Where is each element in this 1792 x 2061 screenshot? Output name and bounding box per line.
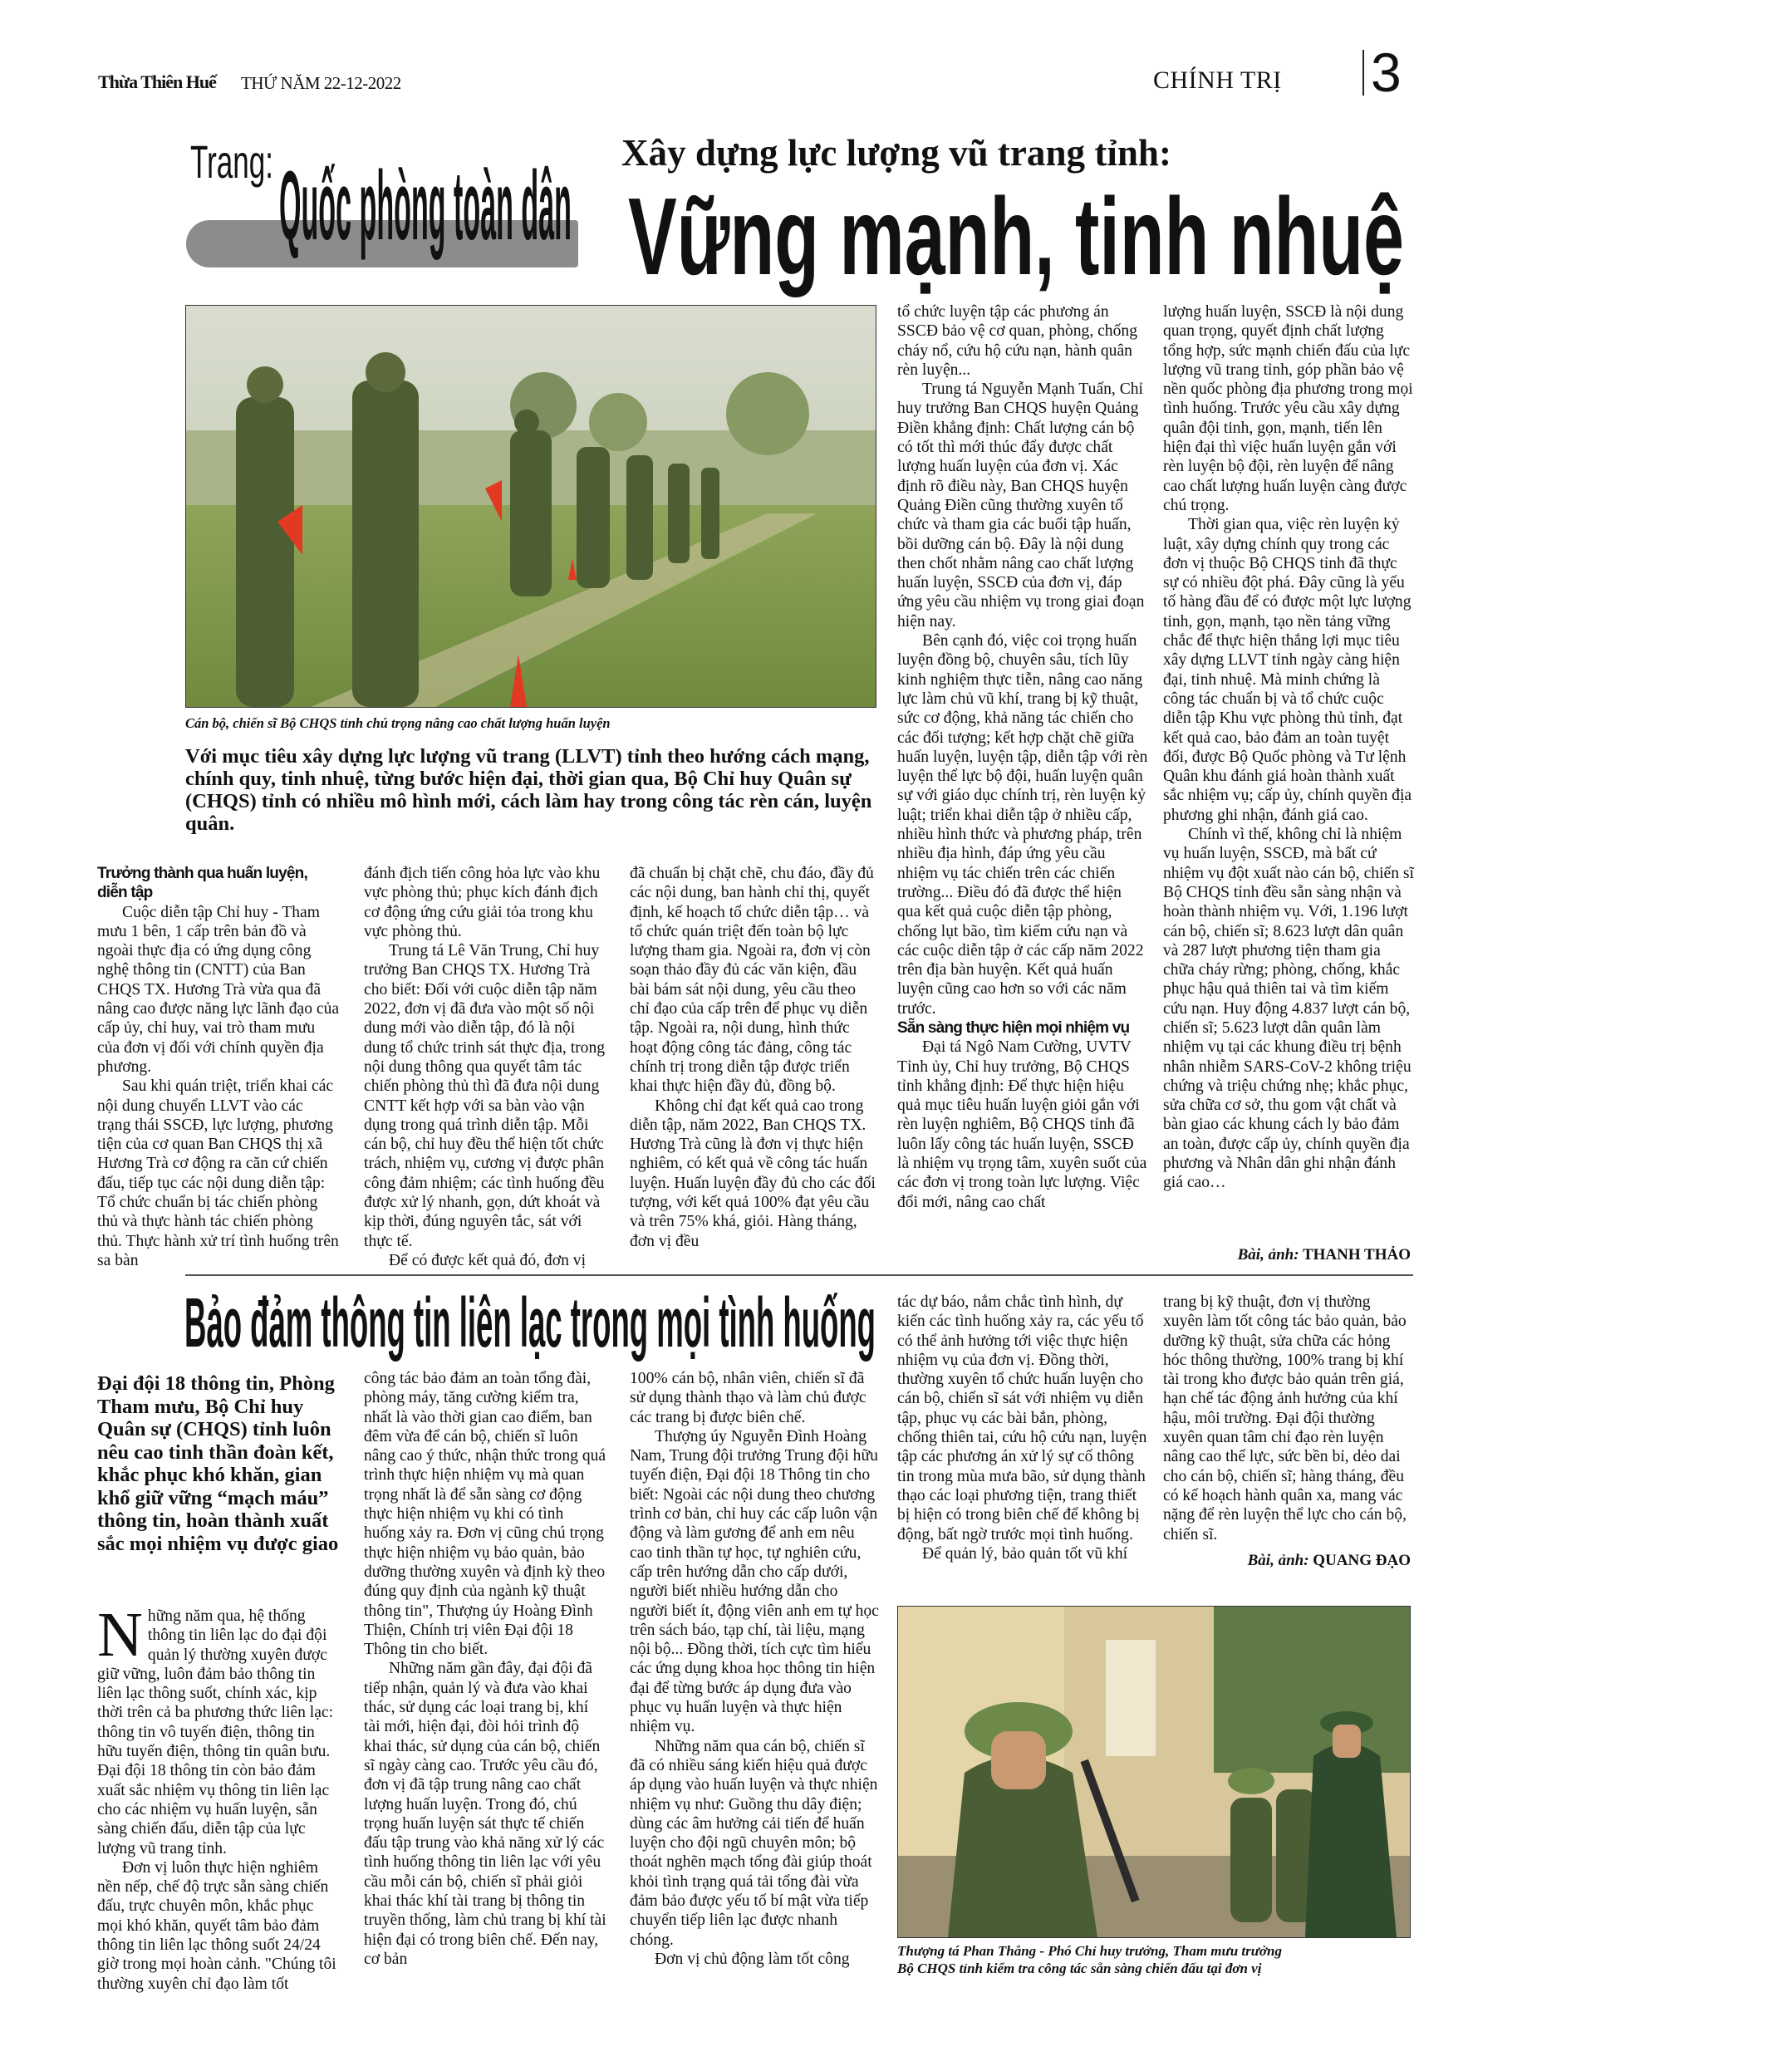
body-paragraph: Để có được kết quả đó, đơn vị bbox=[389, 1251, 587, 1269]
byline-label: Bài, ảnh: bbox=[1237, 1246, 1299, 1264]
body-paragraph: Chính vì thế, không chỉ là nhiệm vụ huấn luyện, SSCĐ, mà bất cứ nhiệm vụ đột xuất nào cán bộ, chiến sĩ Bộ CHQS tỉnh đều sẵn sàng nhận và hoàn thành nhiệm vụ. Với, 1.196 lượt cán bộ, chiến sĩ; 8.623 lượt dân quân và 287 lượt phương tiện tham gia chữa cháy rừng; phòng, chống, khắc phục hậu quả thiên tai và tìm kiếm cứu nạn. Huy động 4.837 lượt cán bộ, chiến sĩ; 5.623 lượt dân quân làm nhiệm vụ tại các khung điều trị bệnh nhân nhiễm SARS-CoV-2 không triệu chứng và triệu chứng nhẹ; khắc phục, sửa chữa cơ sở, thu gom vật chất và bàn giao các khung cách ly bảo đảm an toàn, được cấp ủy, chính quyền địa phương và Nhân dân ghi nhận đánh giá cao… bbox=[1163, 826, 1415, 1192]
article2-column-3 bbox=[630, 1369, 879, 1969]
subheading: Sẵn sàng thực hiện mọi nhiệm vụ bbox=[897, 1018, 1130, 1037]
article1-column-2 bbox=[364, 864, 606, 1270]
byline-author: QUANG ĐẠO bbox=[1313, 1552, 1411, 1569]
article2-photo bbox=[897, 1606, 1411, 1938]
body-paragraph: tổ chức luyện tập các phương án SSCĐ bảo vệ cơ quan, phòng, chống cháy nổ, cứu hộ cứu nạn, hành quân rèn luyện... bbox=[897, 303, 1137, 379]
article1-photo bbox=[185, 305, 876, 708]
paragraph-text: hững năm qua, hệ thống thông tin liên lạc do đại đội quản lý thường xuyên được giữ vững, luôn đảm bảo thông tin liên lạc thông suốt, chính xác, kịp thời trên cả ba phương thức liên lạc: thông tin vô tuyến điện, thông tin hữu tuyến điện, thông tin quân bưu. Đại đội 18 thông tin còn bảo đảm xuất sắc nhiệm vụ thông tin liên lạc cho các nhiệm vụ huấn luyện, sẵn sàng chiến đấu, diễn tập của lực lượng vũ trang tỉnh. bbox=[97, 1607, 334, 1857]
body-paragraph: Thượng úy Nguyễn Đình Hoàng Nam, Trung đội trưởng Trung đội hữu tuyến điện, Đại đội 18 Thông tin cho biết: Ngoài các nội dung theo chương trình cơ bản, chỉ huy các cấp luôn vận động và làm gương để anh em nêu cao tinh thần tự học, tự nghiên cứu, cấp trên hướng dẫn cho cấp dưới, người biết nhiều hướng dẫn cho người biết ít, động viên anh em tự học trên sách báo, tạp chí, tài liệu, mạng nội bộ... Đồng thời, tích cực tìm hiểu các ứng dụng khoa học thông tin hiện đại để từng bước áp dụng đưa vào phục vụ huấn luyện và thực hiện nhiệm vụ. bbox=[630, 1427, 879, 1736]
caption-line: Bộ CHQS tỉnh kiểm tra công tác sẵn sàng chiến đấu tại đơn vị bbox=[897, 1960, 1262, 1976]
body-paragraph: Bên cạnh đó, việc coi trọng huấn luyện đồng bộ, chuyên sâu, tích lũy kinh nghiệm thực tiễn, nâng cao năng lực làm chủ vũ khí, trang bị kỹ thuật, sức cơ động, khả năng tác chiến cho các đối tượng; kết hợp chặt chẽ giữa huấn luyện, luyện tập, diễn tập với rèn luyện thể lực bộ đội, huấn luyện quân sự với giáo dục chính trị, rèn luyện kỷ luật; triển khai diễn tập ở nhiều cấp, nhiều hình thức và phương pháp, trên nhiều địa hình, đáp ứng yêu cầu nhiệm vụ tác chiến trên các chiến trường... Điều đó đã được thể hiện qua kết quả cuộc diễn tập phòng, chống lụt bão, tìm kiếm cứu nạn và các cuộc diễn tập ở các cấp năm 2022 trên địa bàn huyện. Kết quả huấn luyện cũng cao hơn so với các năm trước. bbox=[897, 632, 1148, 1018]
article1-kicker: Xây dựng lực lượng vũ trang tỉnh: bbox=[621, 131, 1171, 174]
article1-column-4 bbox=[897, 302, 1148, 1270]
body-paragraph: công tác bảo đảm an toàn tổng đài, phòng máy, tăng cường kiểm tra, nhất là vào thời gian cao điểm, ban đêm vừa để cán bộ, chiến sĩ luôn nâng cao ý thức, nhận thức trong quá trình thực hiện nhiệm vụ mà quan trọng nhất là để sẵn sàng cơ động thực hiện nhiệm vụ khi có tình huống xảy ra. Đơn vị cũng chú trọng thực hiện nhiệm vụ bảo quản, bảo dưỡng thường xuyên và định kỳ theo đúng quy định của ngành kỹ thuật thông tin", Thượng úy Hoàng Đình Thiện, Chính trị viên Đại đội 18 Thông tin cho biết. bbox=[364, 1370, 606, 1659]
article1-headline: Vững mạnh, tinh nhuệ bbox=[628, 175, 1404, 297]
body-paragraph: Những năm gần đây, đại đội đã tiếp nhận, quản lý và đưa vào khai thác, sử dụng các loại trang bị, khí tài mới, hiện đại, đòi hỏi trình độ khai thác, sử dụng của cán bộ, chiến sĩ ngày càng cao. Trước yêu cầu đó, đơn vị đã tập trung nâng cao chất lượng huấn luyện. Trong đó, chú trọng huấn luyện sát thực tế chiến đấu tập trung vào khả năng xử lý các tình huống thông tin liên lạc với yêu cầu mỗi cán bộ, chiến sĩ phải giỏi khai thác khí tài trang bị thông tin truyền thống, làm chủ trang bị khí tài hiện đại có trong biên chế. Đến nay, cơ bản bbox=[364, 1660, 606, 1968]
article2-column-2 bbox=[364, 1369, 606, 1969]
article2-column-5 bbox=[1163, 1293, 1414, 1543]
byline-label: Bài, ảnh: bbox=[1247, 1552, 1309, 1569]
body-paragraph: tác dự báo, nắm chắc tình hình, dự kiến các tình huống xảy ra, các yếu tố có thể ảnh hưởng tới việc thực hiện nhiệm vụ của đơn vị. Đồng thời, thường xuyên tổ chức huấn luyện cho cán bộ, chiến sĩ sát với nhiệm vụ diễn tập, phục vụ các bài bắn, phòng, chống thiên tai, cứu hộ cứu nạn, luyện tập các phương án xử lý sự cố thông tin trong mùa mưa bão, sử dụng thành thạo các loại phương tiện, trang thiết bị hiện có trong biên chế để không bị động, bất ngờ trước mọi tình huống. bbox=[897, 1293, 1147, 1543]
article1-column-3 bbox=[630, 864, 879, 1270]
badge-title: Quốc phòng toàn dân bbox=[279, 151, 572, 261]
body-paragraph: Những năm qua cán bộ, chiến sĩ đã có nhiều sáng kiến hiệu quả được áp dụng vào huấn luyện và thực nhiện nhiệm vụ như: Guồng thu dây điện; dùng các âm hưởng cải tiến để huấn luyện cho đội ngũ chuyên môn; bộ thoát nghẽn mạch tổng đài giúp thoát khỏi tình trạng quá tải tổng đài vừa đảm bảo được yếu tố bí mật vừa tiếp chuyển tiếp liên lạc được nhanh chóng. bbox=[630, 1737, 878, 1949]
article2-lead: Đại đội 18 thông tin, Phòng Tham mưu, Bộ Chỉ huy Quân sự (CHQS) tỉnh luôn nêu cao tinh thần đoàn kết, khắc phục khó khăn, gian khổ giữ vững “mạch máu” thông tin, hoàn thành xuất sắc mọi nhiệm vụ được giao bbox=[97, 1372, 339, 1555]
body-paragraph: Trung tá Lê Văn Trung, Chỉ huy trưởng Ban CHQS TX. Hương Trà cho biết: Đối với cuộc diễn tập năm 2022, đơn vị đã đưa vào một số nội dung mới vào diễn tập, đó là nội dung tổ chức trinh sát thực địa, trong nội dung thông qua quyết tâm tác chiến phòng thủ thì đã đưa nội dung CNTT kết hợp với sa bàn vào vận dụng trong quá trình diễn tập. Mỗi cán bộ, chỉ huy đều thể hiện tốt chức trách, nhiệm vụ, cương vị được phân công đảm nhiệm; các tình huống đều được xử lý nhanh, gọn, dứt khoát và kịp thời, đúng nguyên tắc, sát với thực tế. bbox=[364, 942, 606, 1250]
byline-author: THANH THẢO bbox=[1302, 1246, 1411, 1264]
article2-byline bbox=[1163, 1552, 1411, 1570]
article2-headline: Bảo đảm thông tin liên lạc trong mọi tình huống bbox=[184, 1283, 876, 1362]
newspaper-name: Thừa Thiên Huế bbox=[98, 71, 216, 92]
body-paragraph: trang bị kỹ thuật, đơn vị thường xuyên làm tốt công tác bảo quản, bảo dưỡng kỹ thuật, sửa chữa các hỏng hóc thông thường, 100% trang bị khí tài trong kho được bảo quản trên giá, hạn chế tác động ảnh hưởng của khí hậu, môi trường. Đại đội thường xuyên quan tâm chỉ đạo rèn luyện nâng cao thể lực, sức bền bỉ, dẻo dai cho cán bộ, chiến sĩ; hàng tháng, đều có kế hoạch hành quân xa, mang vác nặng để rèn luyện thể lực cho cán bộ, chiến sĩ. bbox=[1163, 1293, 1407, 1543]
article1-column-5 bbox=[1163, 302, 1414, 1231]
drop-cap: N bbox=[97, 1600, 143, 1670]
section-name: CHÍNH TRỊ bbox=[1153, 66, 1282, 94]
article2-column-1 bbox=[97, 1600, 340, 1993]
body-paragraph: Sau khi quán triệt, triển khai các nội dung chuyển LLVT vào các trạng thái SSCĐ, lực lượng, phương tiện của cơ quan Ban CHQS thị xã Hương Trà cơ động ra căn cứ chiến đấu, tiếp tục các nội dung diễn tập: Tổ chức chuẩn bị tác chiến phòng thủ và thực hành tác chiến phòng thủ. Thực hành xử trí tình huống trên sa bàn bbox=[97, 1077, 339, 1269]
body-paragraph: Để quản lý, bảo quản tốt vũ khí bbox=[922, 1544, 1128, 1563]
article1-column-1 bbox=[97, 864, 340, 1270]
body-paragraph: lượng huấn luyện, SSCĐ là nội dung quan trọng, quyết định chất lượng tổng hợp, sức mạnh chiến đấu của lực lượng vũ trang tỉnh, góp phần bảo vệ nền quốc phòng địa phương trong mọi tình huống. Trước yêu cầu xây dựng quân đội tinh, gọn, mạnh, tiến lên hiện đại thì việc huấn luyện gắn với rèn luyện bộ đội, rèn luyện để nâng cao chất lượng huấn luyện càng được chú trọng. bbox=[1163, 303, 1413, 514]
caption-line: Thượng tá Phan Thắng - Phó Chỉ huy trưởng, Tham mưu trưởng bbox=[897, 1943, 1283, 1959]
body-paragraph: đã chuẩn bị chặt chẽ, chu đáo, đầy đủ các nội dung, ban hành chỉ thị, quyết định, kế hoạch tổ chức diễn tập… và tổ chức quán triệt đến toàn bộ lực lượng tham gia. Ngoài ra, đơn vị còn soạn thảo đầy đủ các văn kiện, đầu bài bám sát nội dung, yêu cầu theo chỉ đạo của cấp trên để phục vụ diễn tập. Ngoài ra, nội dung, hình thức hoạt động công tác đảng, công tác chính trị trong diễn tập được triển khai thực hiện đầy đủ, đồng bộ. bbox=[630, 865, 874, 1096]
body-paragraph bbox=[97, 1600, 340, 1858]
header-divider bbox=[1362, 50, 1364, 96]
body-paragraph: đánh địch tiến công hỏa lực vào khu vực phòng thủ; phục kích đánh địch cơ động ứng cứu giải tỏa trong khu vực phòng thủ. bbox=[364, 865, 601, 940]
body-paragraph: Đại tá Ngô Nam Cường, UVTV Tỉnh ủy, Chỉ huy trưởng, Bộ CHQS tỉnh khẳng định: Để thực hiện hiệu quả mục tiêu huấn luyện giỏi gắn với rèn luyện nghiêm, Bộ CHQS tỉnh đã luôn lấy công tác huấn luyện, SSCĐ là nhiệm vụ trọng tâm, xuyên suốt của các đơn vị trong toàn lực lượng. Việc đổi mới, nâng cao chất bbox=[897, 1038, 1147, 1211]
subheading: Trưởng thành qua huấn luyện, diễn tập bbox=[97, 865, 307, 902]
body-paragraph: Đơn vị chủ động làm tốt công bbox=[655, 1950, 850, 1968]
article1-photo-caption: Cán bộ, chiến sĩ Bộ CHQS tỉnh chú trọng nâng cao chất lượng huấn luyện bbox=[185, 715, 611, 731]
body-paragraph: Không chỉ đạt kết quả cao trong diễn tập, năm 2022, Ban CHQS TX. Hương Trà cũng là đơn vị thực hiện nghiêm, có kết quả về công tác huấn luyện. Huấn luyện đầy đủ cho các đối tượng, với kết quả 100% đạt yêu cầu và trên 75% khá, giỏi. Hàng tháng, đơn vị đều bbox=[630, 1097, 876, 1250]
body-paragraph: Cuộc diễn tập Chỉ huy - Tham mưu 1 bên, 1 cấp trên bản đồ và ngoài thực địa có ứng dụng công nghệ thông tin (CNTT) của Ban CHQS TX. Hương Trà vừa qua đã nâng cao được năng lực lãnh đạo của cấp ủy, chỉ huy, vai trò tham mưu của đơn vị đối với chính quyền địa phương. bbox=[97, 903, 340, 1076]
page-number: 3 bbox=[1371, 42, 1402, 103]
article2-photo-caption bbox=[897, 1942, 1282, 1977]
article1-byline bbox=[1163, 1246, 1411, 1264]
body-paragraph: 100% cán bộ, nhân viên, chiến sĩ đã sử dụng thành thạo và làm chủ được các trang bị được biên chế. bbox=[630, 1370, 867, 1426]
body-paragraph: Đơn vị luôn thực hiện nghiêm nền nếp, chế độ trực sẵn sàng chiến đấu, trực chuyên môn, khắc phục mọi khó khăn, quyết tâm bảo đảm thông tin liên lạc thông suốt 24/24 giờ trong mọi hoàn cảnh. "Chúng tôi thường xuyên chỉ đạo làm tốt bbox=[97, 1858, 336, 1993]
badge-prefix: Trang: bbox=[190, 135, 273, 188]
article1-lead: Với mục tiêu xây dựng lực lượng vũ trang (LLVT) tỉnh theo hướng cách mạng, chính quy, tinh nhuệ, từng bước hiện đại, thời gian qua, Bộ Chỉ huy Quân sự (CHQS) tỉnh có nhiều mô hình mới, cách làm hay trong công tác rèn cán, luyện quân. bbox=[185, 745, 872, 835]
article2-column-4 bbox=[897, 1293, 1148, 1583]
body-paragraph: Thời gian qua, việc rèn luyện kỷ luật, xây dựng chính quy trong các đơn vị thuộc Bộ CHQS tỉnh đã thực sự có nhiều đột phá. Đây cũng là yếu tố hàng đầu để có được một lực lượng tinh, gọn, mạnh, tạo nền tảng vững chắc để thực hiện thắng lợi mục tiêu xây dựng LLVT tỉnh ngày càng hiện đại, tinh nhuệ. Mà minh chứng là công tác chuẩn bị và tổ chức cuộc diễn tập Khu vực phòng thủ tỉnh, đạt kết quả cao, bảo đảm an toàn tuyệt đối, được Bộ Quốc phòng và Tư lệnh Quân khu đánh giá hoàn thành xuất sắc nhiệm vụ; cấp ủy, chính quyền địa phương ghi nhận, đánh giá cao. bbox=[1163, 516, 1412, 824]
article-divider bbox=[185, 1274, 1413, 1276]
body-paragraph: Trung tá Nguyễn Mạnh Tuấn, Chỉ huy trưởng Ban CHQS huyện Quảng Điền khẳng định: Chất lượng cán bộ có tốt thì mới thúc đẩy được chất lượng huấn luyện của đơn vị. Xác định rõ điều này, Ban CHQS huyện Quảng Điền cũng thường xuyên tổ chức và tham gia các buổi tập huấn, bồi dưỡng cán bộ. Đây là nội dung then chốt nhằm nâng cao chất lượng huấn luyện, SSCĐ của đơn vị, đáp ứng yêu cầu nhiệm vụ trong giai đoạn hiện nay. bbox=[897, 380, 1145, 631]
issue-date: THỨ NĂM 22-12-2022 bbox=[241, 73, 401, 93]
